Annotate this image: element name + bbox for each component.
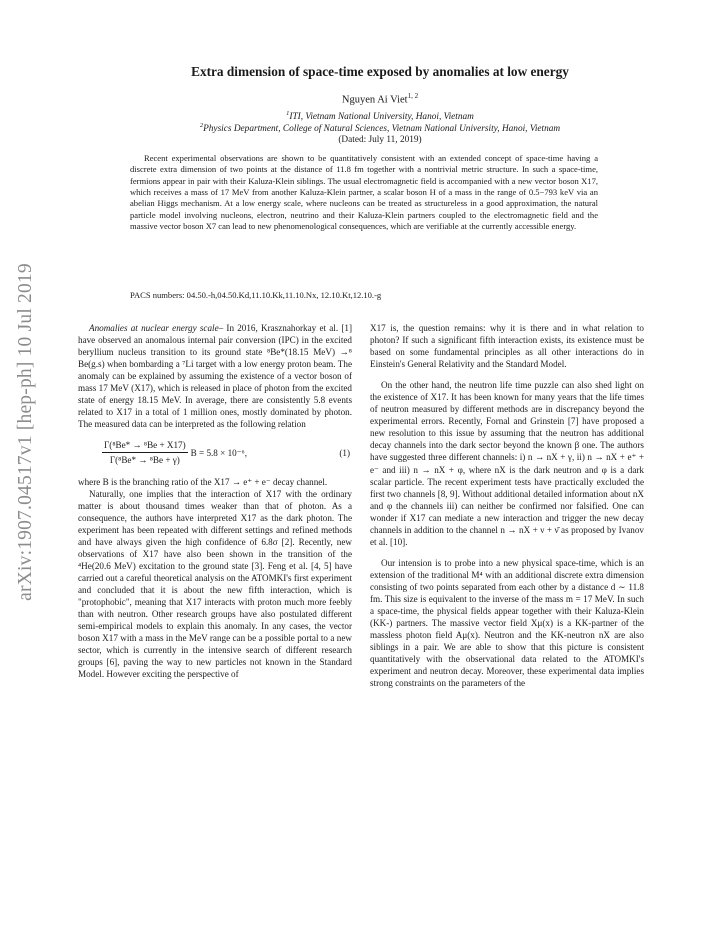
- equation-1: [78, 439, 352, 466]
- section-lead-in: Anomalies at nuclear energy scale–: [89, 323, 224, 333]
- affiliation-2-text: Physics Department, College of Natural Sciences, Vietnam National University, Hanoi, Vietnam: [203, 124, 561, 135]
- date-line: (Dated: July 11, 2019): [338, 135, 422, 145]
- abstract: Recent experimental observations are shown to be quantitatively consistent with an extended concept of space-time having a discrete extra dimension of two points at the distance of 11.8 fm together with a nontrivial metric structure. In such a space-time, fermions appear in pair with their Kaluza-Klein siblings. The usual electromagnetic field is accompanied with a new vector boson X17, which receives a mass of 17 MeV from another Kaluza-Klein partner, a scalar boson H of a mass in the range of 0.5−793 keV via an abelian Higgs mechanism. At a low energy scale, where nucleons can be treated as structureless in a good approximation, the natural particle model involving nucleons, electron, neutrino and their Kaluza-Klein partners coupled to the electromagnetic field and the massive vector boson X7 can lead to new phenomenological consequences, which are verifiable at the currently accessible energy.: [130, 153, 598, 232]
- arxiv-identifier-stamp: [2, 192, 50, 672]
- left-paragraph-1-text: In 2016, Krasznahorkay et al. [1] have observed an anomalous internal pair conversion (IPC) in the excited beryllium nucleus transition to its ground state ⁸Be*(18.15 MeV) →⁸ Be(g.s) when bombarding a ⁷Li target with a low energy proton beam. The anomaly can be explained by assuming the existence of a vector boson of mass 17 MeV (X17), which is released in place of photon from the excited state of energy 18.15 MeV. In average, there are consistently 5.8 events related to X17 in a total of 1 million ones, mostly dominated by photon. The measured data can be interpreted as the following relation: [78, 323, 352, 430]
- right-paragraph-1: X17 is, the question remains: why it is there and in what relation to photon? If such a significant fifth interaction exists, its existence must be based on some fundamental principles as all other interactions do in Einstein's General Relativity and the Standard Model.: [370, 323, 644, 370]
- paper-title: Extra dimension of space-time exposed by anomalies at low energy: [191, 64, 569, 79]
- author-superscript: 1, 2: [407, 92, 419, 100]
- pacs-numbers: PACS numbers: 04.50.-h,04.50.Kd,11.10.Kk,11.10.Nx, 12.10.Kt,12.10.-g: [130, 290, 382, 300]
- equation-number: (1): [339, 447, 350, 458]
- affiliation-1-mark: 1: [286, 110, 290, 117]
- arxiv-identifier-text: arXiv:1907.04517v1 [hep-ph] 10 Jul 2019: [15, 263, 37, 601]
- left-paragraph-1: [78, 322, 352, 430]
- affiliation-2: [80, 122, 680, 134]
- left-paragraph-3: Naturally, one implies that the interaction of X17 with the ordinary matter is about thousand times weaker than that of photon. As a consequence, the authors have interpreted X17 as the dark photon. The experiment has been repeated with different settings and refined methods and have always given the high confidence of 6.8σ [2]. Recently, new observations of X17 have also been shown in the transition of the ⁴He(20.6 MeV) excitation to the ground state [3]. Feng et al. [4, 5] have carried out a careful theoretical analysis on the ATOMKI's first experiment and concluded that it is about the new fifth interaction, which is "protophobic", meaning that X17 interacts with proton much more feebly than with neutron. Other research groups have also postulated different semi-empirical models to explain this anomaly. In any cases, the vector boson X17 with a mass in the MeV range can be a possible portal to a new sector, which is currently in the intensive search of different research groups [6], paving the way to new particles not known in the Standard Model. However exciting the perspective of: [78, 488, 352, 680]
- left-paragraph-2: where B is the branching ratio of the X17 → e⁺ + e⁻ decay channel.: [78, 476, 328, 487]
- affiliation-1: [80, 110, 680, 122]
- author-name: Nguyen Ai Viet: [341, 94, 408, 106]
- right-paragraph-2: On the other hand, the neutron life time puzzle can also shed light on the existence of X17. It has been known for many years that the life times of neutron measured by different methods are in discrepancy beyond the experimental errors. Recently, Fornal and Grinstein [7] have proposed a new resolution to this issue by assuming that the neutron has additional decay channels into the dark sector beyond the known β one. The authors have suggested three different channels: i) n → nX + γ, ii) n → nX + e⁺ + e⁻ and iii) n → nX + φ, where nX is the dark neutron and φ is a dark scalar particle. The recent experiment tests have practically excluded the first two channels [8, 9]. Without additional detailed information about nX and φ the channels iii) can neither be confirmed nor falsified. One can wonder if X17 can mediate a new interaction and trigger the new decay channels in addition to the channel n → nX + ν + ν̄ as proposed by Ivanov et al. [10].: [370, 380, 644, 547]
- author-line: [80, 92, 680, 106]
- equation-numerator: Γ(⁸Be* → ⁸Be + X17): [102, 439, 188, 453]
- equation-rhs: B = 5.8 × 10⁻⁶,: [190, 447, 247, 458]
- equation-fraction: [102, 439, 188, 466]
- left-column: [78, 322, 352, 680]
- equation-denominator: Γ(⁸Be* → ⁸Be + γ): [109, 455, 180, 466]
- affiliation-2-mark: 2: [199, 122, 204, 129]
- affiliation-1-text: ITI, Vietnam National University, Hanoi, Vietnam: [289, 112, 474, 123]
- right-paragraph-3: Our intension is to probe into a new physical space-time, which is an extension of the traditional M⁴ with an additional discrete extra dimension consisting of two points separated from each other by a distance d ∼ 11.8 fm. This size is equivalent to the inverse of the mass m = 17 MeV. In such a space-time, the physical fields appear together with their Kaluza-Klein (KK-) partners. The massive vector field Xμ(x) is a KK-partner of the massless photon field Aμ(x). Neutron and the KK-neutron nX are also siblings in a pair. We are able to show that this picture is consistent quantitatively with the observational data related to the ATOMKI's experiment and neutron decay. Moreover, these experimental data implies strong constraints on the parameters of the: [370, 557, 644, 689]
- right-column: [370, 322, 644, 689]
